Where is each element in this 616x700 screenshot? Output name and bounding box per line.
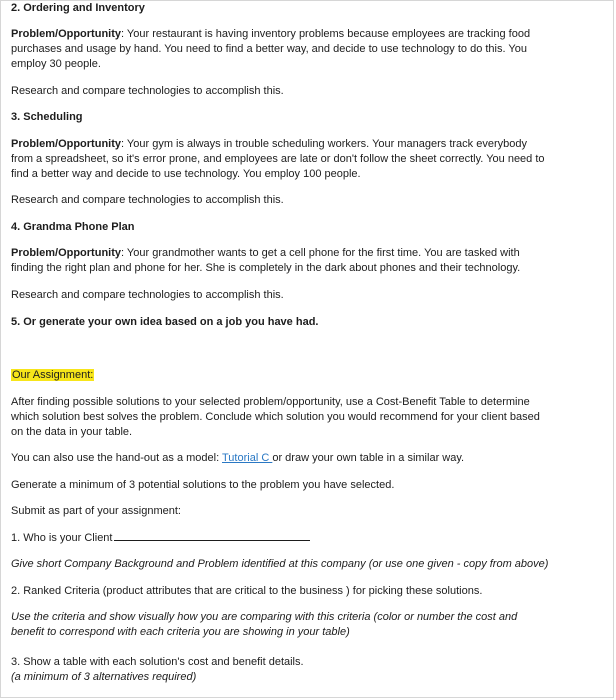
handout-line: You can also use the hand-out as a model: Tutorial C or draw your own table in a similar way.	[11, 452, 465, 464]
problem-text-line: employ 30 people.	[11, 58, 101, 70]
submit-text: Submit as part of your assignment:	[11, 505, 181, 517]
assignment-intro-line: on the data in your table.	[11, 426, 133, 438]
item-table-note: (a minimum of 3 alternatives required)	[11, 671, 197, 683]
section-heading-scheduling: 3. Scheduling	[11, 111, 83, 123]
assignment-label-line	[11, 368, 607, 384]
item-criteria-note-line: benefit to correspond with each criteria you are showing in your table)	[11, 626, 350, 638]
problem-text-line: from a spreadsheet, so it's error prone, and employees are late or don't follow the sheet correctly. You need to	[11, 153, 545, 165]
tutorial-c-link[interactable]: Tutorial C	[222, 452, 273, 464]
client-blank-line	[114, 531, 310, 541]
item-table-line: 3. Show a table with each solution's cost and benefit details.	[11, 656, 304, 668]
item-client-line: 1. Who is your Client	[11, 531, 607, 547]
problem-text-line: finding the right plan and phone for her. She is completely in the dark about phones and their technology.	[11, 262, 521, 274]
item-criteria-note-line: Use the criteria and show visually how you are comparing with this criteria (color or number the cost and	[11, 611, 518, 623]
minimum-solutions-text: Generate a minimum of 3 potential solutions to the problem you have selected.	[11, 479, 395, 491]
problem-text-line: Problem/Opportunity: Your grandmother wants to get a cell phone for the first time. You are tasked with	[11, 247, 520, 259]
problem-label: Problem/Opportunity	[11, 247, 121, 259]
assignment-label: Our Assignment:	[12, 369, 94, 381]
problem-text-line: find a better way and decide to use technology. You employ 100 people.	[11, 168, 361, 180]
problem-text-line: purchases and usage by hand. You need to find a better way, and decide to use technology to do this. You	[11, 43, 527, 55]
problem-label: Problem/Opportunity	[11, 138, 121, 150]
section-heading-own-idea: 5. Or generate your own idea based on a job you have had.	[11, 316, 319, 328]
section-heading-ordering: 2. Ordering and Inventory	[11, 2, 145, 14]
item-criteria-line: 2. Ranked Criteria (product attributes that are critical to the business ) for picking these solutions.	[11, 585, 483, 597]
problem-text-line: Problem/Opportunity: Your restaurant is having inventory problems because employees are tracking food	[11, 28, 531, 40]
item-client-note: Give short Company Background and Problem identified at this company (or use one given - copy from above)	[11, 558, 549, 570]
research-text: Research and compare technologies to accomplish this.	[11, 194, 284, 206]
assignment-intro-line: After finding possible solutions to your selected problem/opportunity, use a Cost-Benefit Table to determine	[11, 396, 530, 408]
section-heading-grandma: 4. Grandma Phone Plan	[11, 221, 135, 233]
problem-text-line: Problem/Opportunity: Your gym is always in trouble scheduling workers. Your managers track everybody	[11, 138, 527, 150]
problem-label: Problem/Opportunity	[11, 28, 121, 40]
research-text: Research and compare technologies to accomplish this.	[11, 289, 284, 301]
research-text: Research and compare technologies to accomplish this.	[11, 85, 284, 97]
assignment-intro-line: which solution best solves the problem. Conclude which solution you would recommend for your client based	[11, 411, 540, 423]
